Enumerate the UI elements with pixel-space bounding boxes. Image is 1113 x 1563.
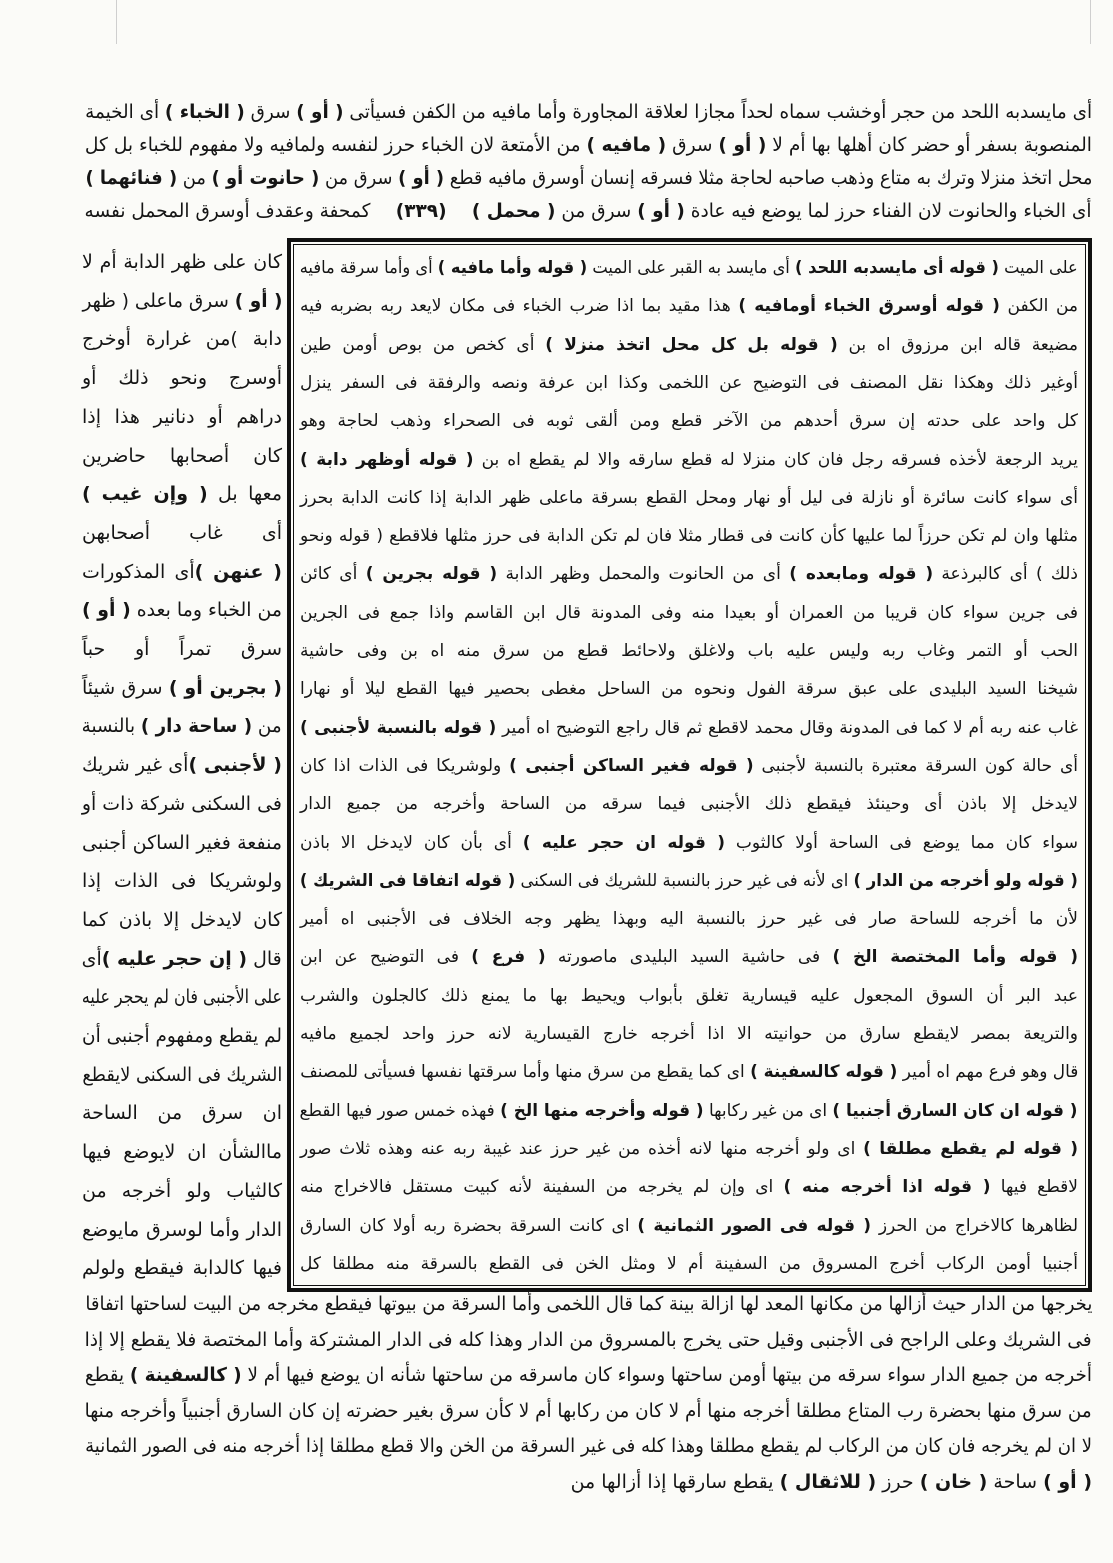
commentary-line (300, 249, 1078, 287)
side-main-text-line-text: أى غاب أصحابهن (82, 521, 282, 544)
side-main-text-line (82, 1249, 282, 1288)
commentary-line-text: عبد البر أن السوق المجعول عليه قيسارية تغلق بأبواب ويحيط بها ما يمنع ذلك كالجلون والشرب (300, 985, 1078, 1006)
side-main-text-line (82, 553, 282, 592)
main-text-line (85, 129, 1092, 162)
commentary-line-text: قال وهو فرع مهم اه أمير ( قوله كالسفينة ) اى كما يقطع من سرق منها وأما سرقتها نفسها فسيأتى للمصنف (299, 1062, 1078, 1083)
side-main-text-line (82, 1133, 282, 1172)
commentary-line (300, 402, 1078, 440)
commentary-line-text: والتريعة بمصر لايقطع سارق من حوانيته الا اذا أخرجه خارج القيسارية لانه حرز واحد لجميع مافيه (300, 1024, 1078, 1044)
side-main-text-line (82, 398, 282, 437)
commentary-line (300, 1053, 1078, 1091)
commentary-line-text: من الكفن ( قوله أوسرق الخباء أومافيه ) هذا مقيد بما اذا ضرب الخباء فى مكان لايعد ربه بضربه فيه (300, 296, 1078, 317)
side-main-text-line (82, 1056, 282, 1095)
main-text-line-text (85, 195, 1092, 228)
side-main-text-line-text: من ( ساحة دار ) بالنسبة (82, 715, 282, 738)
main-text-line-text: فى الشريك وعلى الراجح فى الأجنبى وقيل حتى يخرج بالمسروق من الدار وهذا كله فى الدار المشتركة وأما المختصة فلا يقطع إلا إذا (84, 1328, 1092, 1351)
commentary-line-text: ( قوله ولو أخرجه من الدار ) اى لأنه فى غير حرز بالنسبة للشريك فى السكنى ( قوله اتفاقا فى الشريك ) (299, 870, 1078, 891)
side-main-text-line-text: سرق تمراً أو حباً (82, 638, 282, 660)
commentary-line (300, 900, 1078, 938)
commentary-line (300, 364, 1078, 402)
side-main-text-line-text: ( بجرين أو ) سرق شيئاً (82, 676, 282, 699)
commentary-line-text: الحب أو التمر وغاب ربه وليس عليه باب ولاغلق ولاحائط قطع من سرق منه اه بن وفى حاشية (300, 641, 1078, 661)
side-main-text-line-text: دراهم أو دنانير هذا إذا (82, 405, 282, 428)
main-text-line (85, 96, 1092, 129)
side-main-text-line-text: ان سرق من الساحة (82, 1102, 282, 1125)
side-main-text-line (82, 746, 282, 785)
side-main-text-line-text: ( أو ) سرق ماعلى ( ظهر (82, 289, 282, 312)
side-main-text-line-text: كان لايدخل إلا باذن كما (82, 908, 282, 931)
commentary-line (300, 1207, 1078, 1245)
commentary-line (300, 1245, 1078, 1283)
side-main-text-line (82, 591, 282, 630)
commentary-line-text: أوغير ذلك وهكذا نقل المصنف فى التوضيح عن اللخمى وكذا ابن عرفة ونصه والرفقة فى السفر ينزل (300, 372, 1078, 393)
commentary-line (300, 977, 1078, 1015)
commentary-line (300, 862, 1078, 900)
crop-mark (1090, 0, 1091, 44)
main-text-line (85, 162, 1092, 195)
main-text-top (85, 96, 1092, 228)
commentary-line-text: مثلها وان لم تكن حرزاً لما عليها كأن كانت فى قطار مثلا فان لم تكن الدابة فى حرز مثلها فلاقطع ( قوله ونحو (300, 526, 1078, 547)
main-text-segment: كمحفة وعقدف أوسرق المحمل نفسه (85, 200, 371, 222)
main-text-line (85, 1429, 1092, 1465)
crop-mark (116, 0, 117, 44)
commentary-line (300, 938, 1078, 976)
side-main-text-line (82, 437, 282, 476)
side-main-text-line-text: معها بل ( وإن غيب ) (82, 483, 282, 506)
commentary-line (300, 555, 1078, 593)
side-main-text-line (82, 282, 282, 321)
commentary-line-text: ( قوله وأما المختصة الخ ) فى حاشية السيد البليدى ماصورته ( فرع ) فى التوضيح عن ابن (300, 947, 1078, 968)
commentary-line-text: أجنبيا أومن الركاب أخرج المسروق من السفينة أم لا ومثل الخن فى القطع بالسرقة منه مطلقا كل (300, 1253, 1078, 1274)
commentary-line-text: يريد الرجعة لأخذه فسرقه رجل فان كان منزلا له قطع سارقه والا لم يقطع اه بن ( قوله أوظهر دابة ) (300, 449, 1078, 470)
commentary-line (300, 441, 1078, 479)
side-main-text-line (82, 320, 282, 359)
side-main-text-line-text: فيها كالدابة فيقطع ولولم (82, 1257, 282, 1280)
side-main-text-line (82, 669, 282, 708)
commentary-line-text: ذلك ) أى كالبرذعة ( قوله ومابعده ) أى من الحانوت والمحمل وظهر الدابة ( قوله بجرين ) أى كائن (300, 564, 1078, 585)
main-text-line-text: يخرجها من الدار حيث أزالها من مكانها المعد لها ازالة بينة كما قال اللخمى وأما السرقة من بيوتها فيقطع مخرجه من البيت لساحتها اتفاقا (84, 1293, 1092, 1315)
commentary-line-text: أى حالة كون السرقة معتبرة بالنسبة لأجنبى ( قوله فغير الساكن أجنبى ) ولوشريكا فى الذات اذا كان (300, 755, 1078, 776)
main-text-side (82, 243, 282, 1288)
side-main-text-line-text: منفعة فغير الساكن أجنبى (82, 831, 282, 854)
commentary-line (300, 1168, 1078, 1206)
main-text-segment: أى الخباء والحانوت لان الفناء حرز لما يوضع فيه عادة ( أو ) سرق من ( محمل ) (472, 200, 1092, 222)
page-number: (٣٣٩) (396, 200, 448, 222)
main-text-line (85, 1465, 1092, 1501)
commentary-line (300, 1130, 1078, 1168)
side-main-text-line (82, 359, 282, 398)
commentary-line (300, 326, 1078, 364)
side-main-text-line (82, 978, 282, 1017)
commentary-line (300, 1015, 1078, 1053)
side-main-text-line-text: ولوشريكا فى الذات إذا (82, 870, 282, 893)
commentary-line (300, 670, 1078, 708)
main-text-line (85, 195, 1092, 228)
side-main-text-line (82, 707, 282, 746)
side-main-text-line (82, 862, 282, 901)
main-text-line-text: لا ان لم يخرجه فان كان من الركاب لم يقطع مطلقا وهذا كله فى غير السرقة من الخن والا قطع مطلقا إذا أخرجه منه فى الصور الثمانية (85, 1435, 1092, 1457)
side-main-text-line-text: على الأجنبى فان لم يحجر عليه (81, 986, 282, 1009)
commentary-line (300, 747, 1078, 785)
side-main-text-line (82, 514, 282, 553)
side-main-text-line (82, 824, 282, 863)
side-main-text-line-text: قال ( إن حجر عليه )أى (82, 947, 282, 970)
main-text-line-text: ( أو ) ساحة ( خان ) حرز ( للاثقال ) يقطع سارقها إذا أزالها من (570, 1470, 1092, 1493)
main-text-line (85, 1358, 1092, 1394)
side-main-text-line-text: كان أصحابها حاضرين (82, 444, 282, 467)
side-main-text-line-text: أوسرج ونحو ذلك أو (82, 367, 282, 390)
commentary-line (300, 785, 1078, 823)
main-text-line-text: أى مايسدبه اللحد من حجر أوخشب سماه لحداً مجازا لعلاقة المجاورة وأما مافيه من الكفن فسيأتى ( أو ) سرق ( الخباء ) أى الخيمة (85, 101, 1092, 123)
side-main-text-line (82, 630, 282, 669)
commentary-line-text: شيخنا السيد البليدى على عبق سرقة الفول ونحوه من الساحل مغطى بحصير فيها القطع ليلا أو نهارا (300, 679, 1078, 700)
commentary-line-text: لاقطع فيها ( قوله اذا أخرجه منه ) اى وإن لم يخرجه من السفينة لأنه كبيت مستقل فالاخراج منه (299, 1177, 1078, 1198)
side-main-text-line (82, 901, 282, 940)
commentary-line (300, 287, 1078, 325)
side-main-text-line-text: الشريك فى السكنى لايقطع (82, 1063, 282, 1086)
main-text-bottom (85, 1287, 1092, 1500)
commentary-line-text: لايدخل إلا باذن أى وحينئذ فيقطع ذلك الأجنبى فيما سرقه من الساحة وأخرجه من جميع الدار (300, 794, 1078, 815)
commentary-line-text: كل واحد على حدته إن سرق أحدهم من الآخر قطع ومن ألقى ثوبه فى الصحراء وذهب لحاجة وهو (300, 411, 1078, 432)
side-main-text-line-text: ماالشأن ان لايوضع فيها (82, 1141, 282, 1164)
main-text-line-text: محل اتخذ منزلا وترك به متاع وذهب صاحبه لحاجة مثلا فسرقه إنسان أوسرق مافيه قطع ( أو ) سرق من ( حانوت أو ) من ( فنائهما ) (85, 167, 1092, 189)
commentary-line-text: غاب عنه ربه أم لا كما فى المدونة وقال محمد لاقطع ثم قال راجع التوضيح اه أمير ( قوله بالنسبة لأجنبى ) (300, 717, 1078, 738)
commentary-line (300, 517, 1078, 555)
main-text-line (85, 1394, 1092, 1430)
side-main-text-line (82, 1211, 282, 1250)
side-main-text-line (82, 1094, 282, 1133)
side-main-text-line-text: من الخباء وما بعده ( أو ) (81, 599, 282, 622)
commentary-line-text: لأن ما أخرجه للساحة صار فى غير حرز بالنسبة اليه وبهذا يظهر وجه الخلاف فى الأجنبى اه أمير (300, 909, 1078, 930)
side-main-text-line (82, 475, 282, 514)
commentary-text (300, 249, 1078, 1284)
side-main-text-line-text: ( عنهن )أى المذكورات (82, 560, 282, 583)
commentary-line-text: مضيعة قاله ابن مرزوق اه بن ( قوله بل كل محل اتخذ منزلا ) أى كخص من بوص أومن طين (299, 334, 1078, 355)
commentary-line-text: على الميت ( قوله أى مايسدبه اللحد ) أى مايسد به القبر على الميت ( قوله وأما مافيه ) أى وأما سرقة مافيه (300, 258, 1078, 278)
commentary-line (300, 709, 1078, 747)
side-main-text-line-text: الدار وأما لوسرق مايوضع (82, 1218, 282, 1241)
side-main-text-line (82, 243, 282, 282)
side-main-text-line-text: ( لأجنبى )أى غير شريك (82, 754, 282, 777)
commentary-line-text: أى سواء كانت سائرة أو نازلة فى ليل أو نهار ومحل القطع بسرقة ماعلى ظهر الدابة إذا كانت الدابة بحرز (300, 487, 1078, 508)
side-main-text-line-text: لم يقطع ومفهوم أجنبى أن (81, 1025, 282, 1047)
commentary-line-text: سواء كان مما يوضع فى الساحة أولا كالثوب ( قوله ان حجر عليه ) أى بأن كان لايدخل الا باذن (300, 832, 1078, 853)
side-main-text-line-text: كالثياب ولو أخرجه من (82, 1179, 282, 1202)
commentary-line-text: ( قوله ان كان السارق أجنبيا ) اى من غير ركابها ( قوله وأخرجه منها الخ ) فهذه خمس صور فيها القطع (299, 1100, 1078, 1121)
side-main-text-line-text: فى السكنى شركة ذات أو (82, 792, 282, 815)
commentary-line-text: لظاهرها كالاخراج من الحرز ( قوله فى الصور الثمانية ) اى كانت السرقة بحضرة ربه أولا كان السارق (300, 1215, 1078, 1236)
commentary-line (300, 1092, 1078, 1130)
side-main-text-line-text: دابة )من غرارة أوخرج (82, 328, 282, 351)
commentary-line-text: ( قوله لم يقطع مطلقا ) اى ولو أخرجه منها لانه أخذه من غير حرز عند غيبة ربه عنه وهذه ثلاث صور (300, 1138, 1078, 1159)
side-main-text-line (82, 1172, 282, 1211)
commentary-line (300, 632, 1078, 670)
main-text-line-text: المنصوبة بسفر أو حضر كان أهلها بها أم لا ( أو ) سرق ( مافيه ) من الأمتعة لان الخباء حرز لنفسه ولمافيه ولا مفهوم للخباء بل كل (84, 134, 1092, 156)
commentary-line (300, 479, 1078, 517)
side-main-text-line-text: كان على ظهر الدابة أم لا (82, 251, 282, 273)
commentary-line-text: فى جرين سواء كان قريبا من العمران أو بعيدا منه وفى المدونة قال ابن القاسم واذا جمع فى الجرين (300, 602, 1078, 623)
main-text-line (85, 1287, 1092, 1323)
side-main-text-line (82, 940, 282, 979)
side-main-text-line (82, 785, 282, 824)
main-text-line (85, 1323, 1092, 1359)
commentary-line (300, 824, 1078, 862)
side-main-text-line (82, 1017, 282, 1056)
commentary-line (300, 594, 1078, 632)
main-text-line-text: أخرجه من جميع الدار سواء سرقه من بيتها أومن ساحتها وسواء كان ماسرقه من ساحتها شأنه ان يوضع فيها أم لا ( كالسفينة ) يقطع (85, 1364, 1092, 1386)
main-text-line-text: من سرق منها بحضرة رب المتاع مطلقا أخرجه منها أم لا كان من ركابها أم لا كأن سرق بغير حضرته إن كان السارق أجنبياً وأخرجه منها (84, 1399, 1092, 1422)
